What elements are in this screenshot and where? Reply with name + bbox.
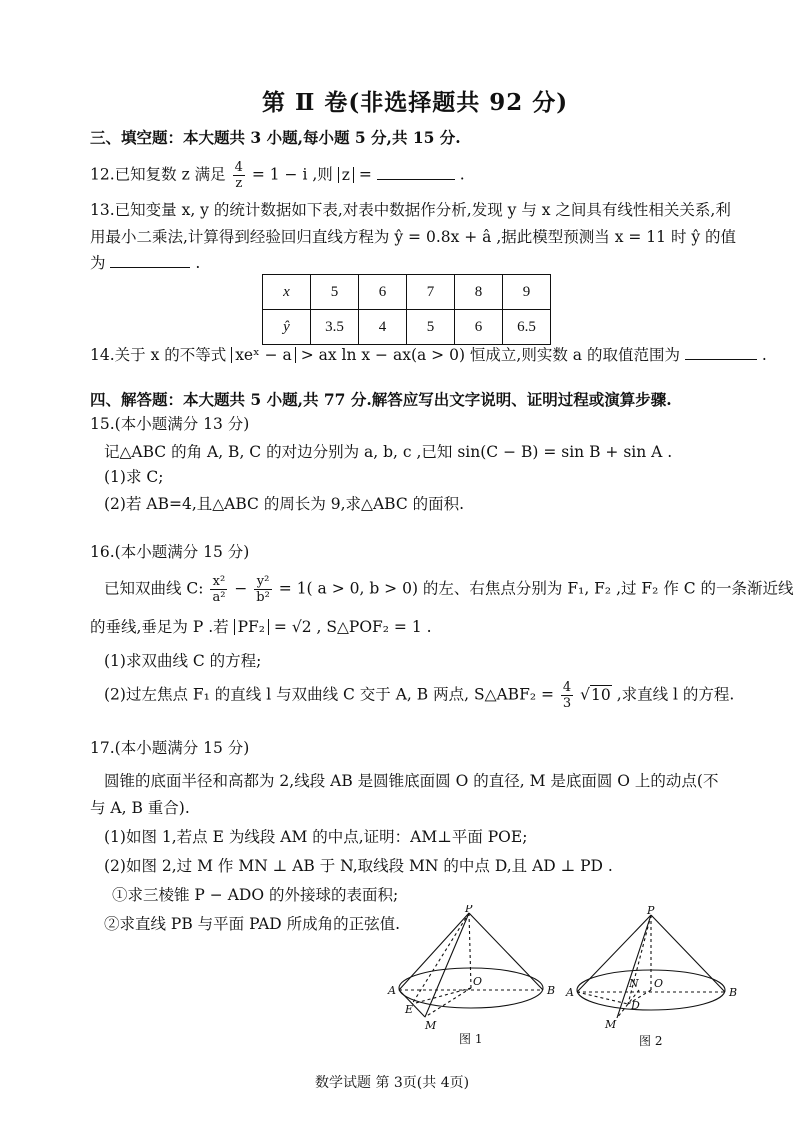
figure-2-cone bbox=[565, 905, 740, 1053]
q16-stem-b: = 1( a > 0, b > 0) 的左、右焦点分别为 F₁, F₂ ,过 F₂ 作 C 的一条渐近线 bbox=[278, 579, 794, 598]
q12-abs: z bbox=[338, 167, 354, 183]
q16-stem bbox=[104, 574, 794, 605]
table-cell: 6.5 bbox=[503, 310, 551, 345]
q17-stem1: 圆锥的底面半径和高都为 2,线段 AB 是圆锥底面圆 O 的直径, M 是底面圆 O 上的动点(不 bbox=[104, 772, 719, 790]
q16-part2-sqrt: 10 bbox=[591, 685, 611, 704]
q16-line2-b: = √2 , S△POF₂ = 1 . bbox=[273, 618, 432, 636]
fig1-line-OM bbox=[425, 988, 471, 1017]
q12-fraction bbox=[233, 160, 245, 191]
q12-frac-num: 4 bbox=[234, 160, 243, 175]
q13-line1: 13.已知变量 x, y 的统计数据如下表,对表中数据作分析,发现 y 与 x 之间具有线性相关关系,利 bbox=[90, 201, 731, 219]
q14-middle: > ax ln x − ax(a > 0) 恒成立,则实数 a 的取值范围为 bbox=[300, 346, 680, 364]
fig2-line-PA bbox=[577, 915, 651, 992]
frac-num: x² bbox=[210, 574, 227, 590]
q15-part2: (2)若 AB=4,且△ABC 的周长为 9,求△ABC 的面积. bbox=[104, 495, 465, 513]
q12-answer-blank[interactable] bbox=[377, 165, 455, 180]
frac-den: 3 bbox=[562, 696, 572, 711]
q16-line2-a: 的垂线,垂足为 P .若 bbox=[90, 618, 229, 636]
q13-line2: 用最小二乘法,计算得到经验回归直线方程为 ŷ = 0.8x + â ,据此模型预测当 x = 11 时 ŷ 的值 bbox=[90, 228, 737, 246]
q17-part2a: ①求三棱锥 P − ADO 的外接球的表面积; bbox=[112, 886, 399, 904]
fig2-line-AD bbox=[577, 992, 628, 1004]
q12-end: . bbox=[459, 165, 465, 184]
table-row bbox=[263, 275, 551, 310]
q15-header: 15.(本小题满分 13 分) bbox=[90, 415, 250, 433]
fig1-line-PA bbox=[399, 913, 469, 990]
fig1-label-M: M bbox=[425, 1019, 437, 1032]
q17-part2: (2)如图 2,过 M 作 MN ⊥ AB 于 N,取线段 MN 的中点 D,且 AD ⊥ PD . bbox=[104, 857, 613, 875]
table-cell: x bbox=[263, 275, 311, 310]
q15-stem: 记△ABC 的角 A, B, C 的对边分别为 a, b, c ,已知 sin(C − B) = sin B + sin A . bbox=[104, 443, 673, 461]
frac-den: a² bbox=[212, 590, 226, 605]
q12-middle: = 1 − i ,则 bbox=[251, 165, 333, 184]
table-cell: 8 bbox=[455, 275, 503, 310]
q13-answer-blank[interactable] bbox=[110, 253, 190, 268]
page-footer: 数学试题 第 3页(共 4页) bbox=[315, 1075, 470, 1091]
fig2-label-B: B bbox=[729, 986, 738, 999]
fig2-caption: 图 2 bbox=[639, 1034, 663, 1048]
frac-num: 4 bbox=[562, 680, 572, 695]
q13-line3-prefix: 为 bbox=[90, 254, 106, 272]
fig1-line-PO bbox=[469, 913, 471, 988]
figure-1-cone bbox=[385, 905, 575, 1050]
q16-header: 16.(本小题满分 15 分) bbox=[90, 543, 250, 561]
q14-abs: xeˣ − a bbox=[231, 347, 296, 363]
q16-stem-a: 已知双曲线 C: bbox=[104, 579, 204, 598]
q14-answer-blank[interactable] bbox=[685, 345, 757, 360]
q16-part2-frac bbox=[561, 680, 573, 711]
fig1-label-A: A bbox=[388, 984, 396, 997]
q12-prefix: 12.已知复数 z 满足 bbox=[90, 165, 226, 184]
q16-frac-y bbox=[254, 574, 272, 605]
fig1-caption: 图 1 bbox=[459, 1032, 483, 1046]
table-cell: 7 bbox=[407, 275, 455, 310]
section3-heading: 三、填空题：本大题共 3 小题,每小题 5 分,共 15 分. bbox=[90, 128, 461, 147]
table-cell: 4 bbox=[359, 310, 407, 345]
fig1-label-O: O bbox=[473, 975, 483, 988]
q13-line3-end: . bbox=[195, 254, 201, 272]
fig2-label-A: A bbox=[566, 986, 574, 999]
q17-stem2: 与 A, B 重合). bbox=[90, 799, 190, 817]
fig2-label-D: D bbox=[631, 999, 640, 1012]
fig2-label-O: O bbox=[654, 977, 664, 990]
q16-part2 bbox=[104, 680, 734, 711]
q16-part2-a: (2)过左焦点 F₁ 的直线 l 与双曲线 C 交于 A, B 两点, S△ABF₂ = bbox=[104, 685, 554, 704]
q15-part1: (1)求 C; bbox=[104, 468, 164, 486]
q16-frac-x bbox=[210, 574, 227, 605]
question-14 bbox=[90, 344, 767, 366]
table-cell: 5 bbox=[407, 310, 455, 345]
sqrt-icon: √ bbox=[580, 685, 591, 704]
q14-end: . bbox=[761, 346, 767, 364]
table-cell: 9 bbox=[503, 275, 551, 310]
q17-header: 17.(本小题满分 15 分) bbox=[90, 739, 250, 757]
question-12 bbox=[90, 160, 465, 191]
frac-den: b² bbox=[256, 590, 270, 605]
fig1-label-P: P bbox=[465, 905, 473, 915]
page-title: 第 Ⅱ 卷(非选择题共 92 分) bbox=[262, 89, 569, 116]
fig1-label-B: B bbox=[547, 984, 556, 997]
fig1-label-E: E bbox=[405, 1003, 414, 1016]
table-cell: 5 bbox=[311, 275, 359, 310]
fig1-line-PM bbox=[425, 913, 469, 1017]
q16-line2-abs: PF₂ bbox=[234, 619, 269, 635]
q12-frac-den: z bbox=[235, 176, 243, 191]
fig2-label-N: N bbox=[629, 977, 639, 990]
fig2-line-PD bbox=[628, 915, 651, 1004]
q13-data-table bbox=[262, 274, 551, 345]
q16-part2-b: ,求直线 l 的方程. bbox=[616, 685, 735, 704]
frac-num: y² bbox=[254, 574, 272, 590]
fig2-label-M: M bbox=[605, 1018, 617, 1031]
fig2-label-P: P bbox=[647, 905, 655, 917]
q16-line2 bbox=[90, 616, 432, 638]
q16-part1: (1)求双曲线 C 的方程; bbox=[104, 652, 262, 670]
table-cell: ŷ bbox=[263, 310, 311, 345]
table-row bbox=[263, 310, 551, 345]
q16-minus: − bbox=[234, 579, 248, 598]
q17-part2b: ②求直线 PB 与平面 PAD 所成角的正弦值. bbox=[104, 915, 401, 933]
table-cell: 6 bbox=[455, 310, 503, 345]
q17-part1: (1)如图 1,若点 E 为线段 AM 的中点,证明：AM⊥平面 POE; bbox=[104, 828, 528, 846]
table-cell: 6 bbox=[359, 275, 407, 310]
q14-prefix: 14.关于 x 的不等式 bbox=[90, 346, 227, 364]
q13-line3 bbox=[90, 252, 200, 274]
q12-suffix: = bbox=[358, 165, 372, 184]
table-cell: 3.5 bbox=[311, 310, 359, 345]
section4-heading: 四、解答题：本大题共 5 小题,共 77 分.解答应写出文字说明、证明过程或演算步骤. bbox=[90, 390, 672, 409]
